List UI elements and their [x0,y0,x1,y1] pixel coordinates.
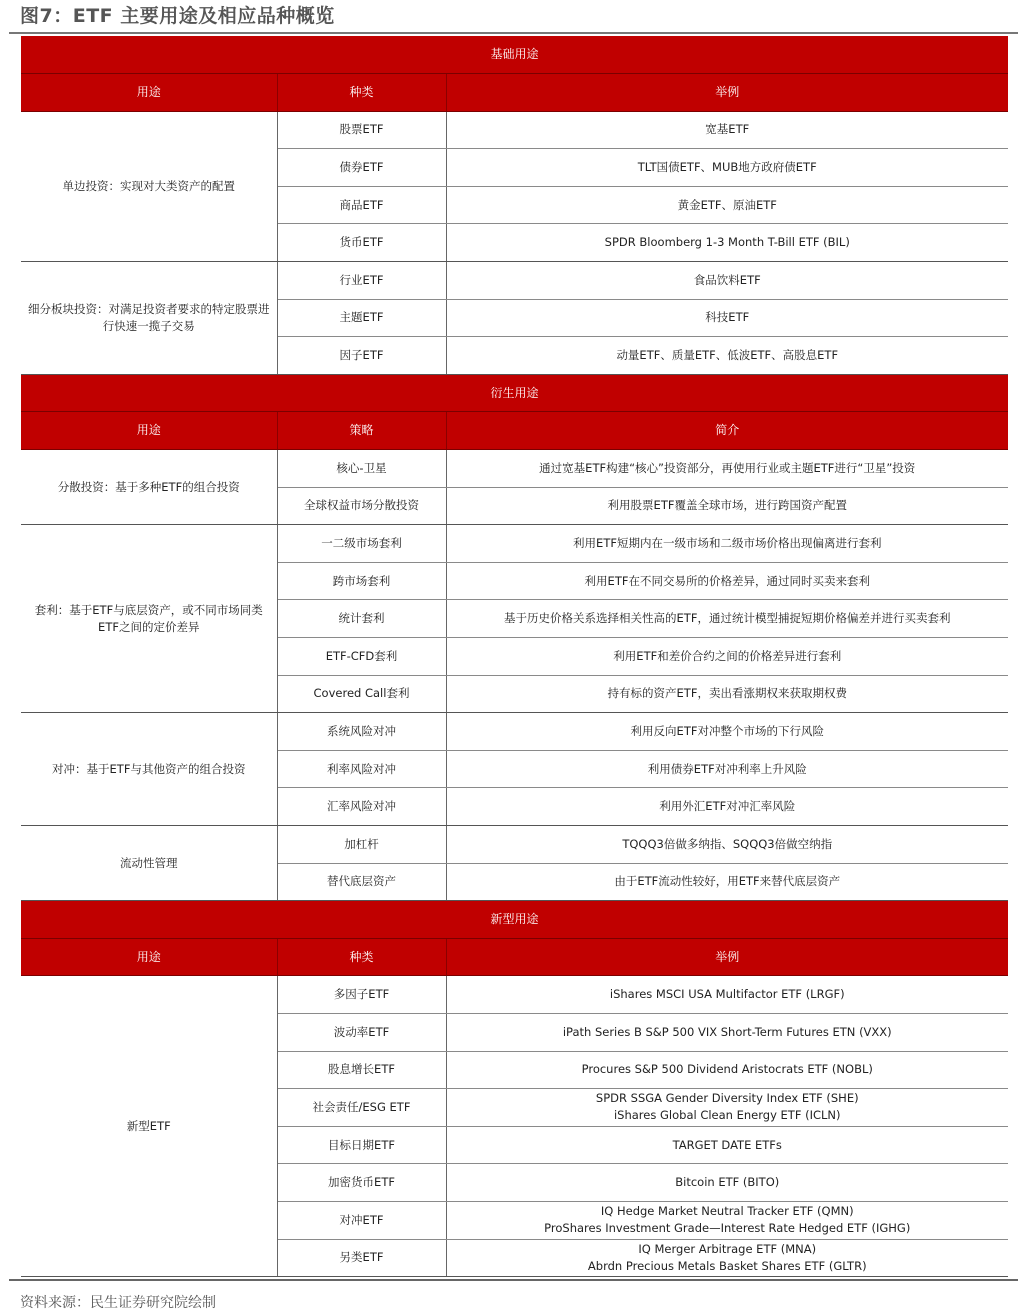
example-cell: iShares MSCI USA Multifactor ETF (LRGF) [446,976,1008,1014]
example-cell: 黄金ETF、原油ETF [446,186,1008,224]
type-cell: 货币ETF [277,224,446,262]
example-cell: 科技ETF [446,299,1008,337]
type-cell: 因子ETF [277,337,446,375]
purpose-cell: 分散投资：基于多种ETF的组合投资 [21,450,277,525]
type-cell: Covered Call套利 [277,675,446,713]
table-row [21,713,1008,751]
type-cell: 核心-卫星 [277,450,446,488]
example-cell: 利用ETF在不同交易所的价格差异，通过同时买卖来套利 [446,562,1008,600]
type-cell: 汇率风险对冲 [277,788,446,826]
example-cell: 通过宽基ETF构建“核心”投资部分，再使用行业或主题ETF进行“卫星”投资 [446,450,1008,488]
type-cell: 加杠杆 [277,825,446,863]
purpose-cell: 对冲：基于ETF与其他资产的组合投资 [21,713,277,826]
column-header: 用途 [21,74,277,112]
example-cell: Procures S&P 500 Dividend Aristocrats ETF (NOBL) [446,1051,1008,1089]
example-cell: SPDR SSGA Gender Diversity Index ETF (SHE) iShares Global Clean Energy ETF (ICLN) [446,1089,1008,1127]
example-cell: TQQQ3倍做多纳指、SQQQ3倍做空纳指 [446,825,1008,863]
source-note: 资料来源：民生证券研究院绘制 [20,1295,216,1311]
purpose-cell: 流动性管理 [21,825,277,900]
example-cell: SPDR Bloomberg 1-3 Month T-Bill ETF (BIL) [446,224,1008,262]
type-cell: 股票ETF [277,111,446,149]
example-cell: TARGET DATE ETFs [446,1126,1008,1164]
example-cell: 利用外汇ETF对冲汇率风险 [446,788,1008,826]
type-cell: 系统风险对冲 [277,713,446,751]
type-cell: 跨市场套利 [277,562,446,600]
type-cell: 股息增长ETF [277,1051,446,1089]
example-cell: 利用债券ETF对冲利率上升风险 [446,750,1008,788]
type-cell: 目标日期ETF [277,1126,446,1164]
example-cell: 利用ETF和差价合约之间的价格差异进行套利 [446,638,1008,676]
column-header: 举例 [446,74,1008,112]
bottom-divider [9,1279,1018,1281]
type-cell: 利率风险对冲 [277,750,446,788]
purpose-cell: 单边投资：实现对大类资产的配置 [21,111,277,261]
column-header: 举例 [446,938,1008,976]
column-header: 简介 [446,412,1008,450]
example-cell: 利用股票ETF覆盖全球市场，进行跨国资产配置 [446,487,1008,525]
example-cell: TLT国债ETF、MUB地方政府债ETF [446,149,1008,187]
etf-usage-table [21,36,1008,1277]
type-cell: 社会责任/ESG ETF [277,1089,446,1127]
example-cell: 由于ETF流动性较好，用ETF来替代底层资产 [446,863,1008,901]
example-cell: 宽基ETF [446,111,1008,149]
table-row [21,262,1008,300]
type-cell: 波动率ETF [277,1013,446,1051]
type-cell: 债券ETF [277,149,446,187]
table-row [21,450,1008,488]
type-cell: 主题ETF [277,299,446,337]
example-cell: 基于历史价格关系选择相关性高的ETF，通过统计模型捕捉短期价格偏差并进行买卖套利 [446,600,1008,638]
table-row [21,111,1008,149]
column-header: 种类 [277,938,446,976]
type-cell: 行业ETF [277,262,446,300]
example-cell: 食品饮料ETF [446,262,1008,300]
section-header-row [21,36,1008,74]
table-row [21,825,1008,863]
column-header: 用途 [21,938,277,976]
example-cell: Bitcoin ETF (BITO) [446,1164,1008,1202]
section-title: 衍生用途 [21,374,1008,412]
column-header-row [21,938,1008,976]
purpose-cell: 套利：基于ETF与底层资产，或不同市场同类ETF之间的定价差异 [21,525,277,713]
column-header-row [21,74,1008,112]
section-title: 基础用途 [21,36,1008,74]
example-cell: IQ Hedge Market Neutral Tracker ETF (QMN) ProShares Investment Grade—Interest Rate Hedged ETF (IGHG) [446,1201,1008,1239]
section-title: 新型用途 [21,901,1008,939]
type-cell: 对冲ETF [277,1201,446,1239]
type-cell: 加密货币ETF [277,1164,446,1202]
column-header: 种类 [277,74,446,112]
section-header-row [21,901,1008,939]
example-cell: iPath Series B S&P 500 VIX Short-Term Futures ETN (VXX) [446,1013,1008,1051]
figure-title: 图7：ETF 主要用途及相应品种概览 [20,5,335,27]
type-cell: 统计套利 [277,600,446,638]
type-cell: 替代底层资产 [277,863,446,901]
column-header: 用途 [21,412,277,450]
column-header: 策略 [277,412,446,450]
table-row [21,976,1008,1014]
section-header-row [21,374,1008,412]
type-cell: 全球权益市场分散投资 [277,487,446,525]
example-cell: 持有标的资产ETF，卖出看涨期权来获取期权费 [446,675,1008,713]
table-row [21,525,1008,563]
example-cell: 利用ETF短期内在一级市场和二级市场价格出现偏离进行套利 [446,525,1008,563]
type-cell: 一二级市场套利 [277,525,446,563]
type-cell: 另类ETF [277,1239,446,1277]
purpose-cell: 新型ETF [21,976,277,1277]
type-cell: 多因子ETF [277,976,446,1014]
column-header-row [21,412,1008,450]
type-cell: 商品ETF [277,186,446,224]
type-cell: ETF-CFD套利 [277,638,446,676]
purpose-cell: 细分板块投资：对满足投资者要求的特定股票进行快速一揽子交易 [21,262,277,375]
top-divider [9,32,1018,34]
example-cell: 动量ETF、质量ETF、低波ETF、高股息ETF [446,337,1008,375]
example-cell: 利用反向ETF对冲整个市场的下行风险 [446,713,1008,751]
example-cell: IQ Merger Arbitrage ETF (MNA) Abrdn Precious Metals Basket Shares ETF (GLTR) [446,1239,1008,1277]
